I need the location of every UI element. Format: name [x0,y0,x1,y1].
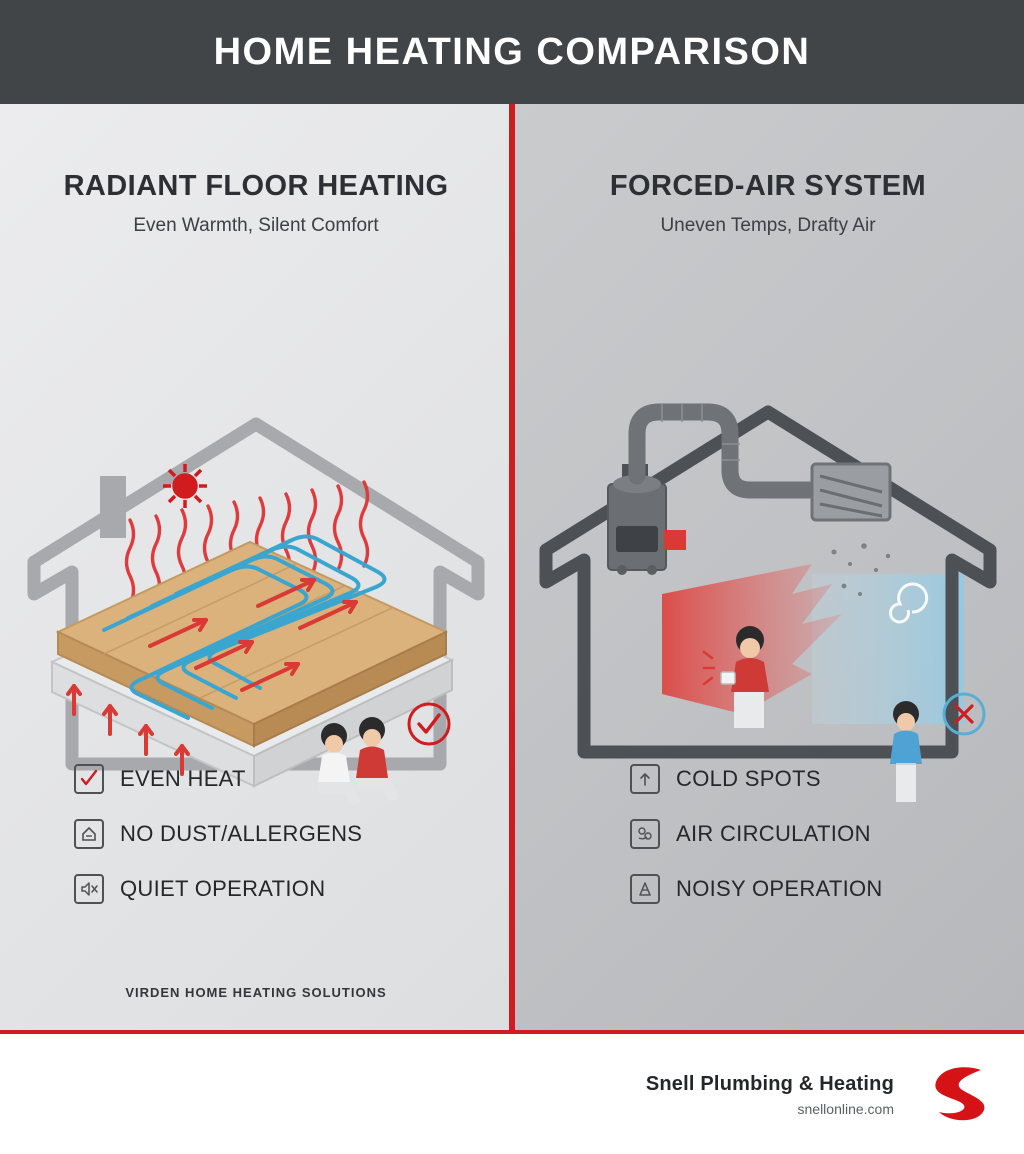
left-panel-title: RADIANT FLOOR HEATING [63,170,449,202]
panel-divider [509,104,515,1030]
house-filter-icon [74,819,104,849]
panel-radiant-floor [0,104,512,1030]
feature-label: NO DUST/ALLERGENS [120,821,363,846]
left-feature-list [0,764,512,929]
page-title: HOME HEATING COMPARISON [213,30,811,73]
sun-icon [163,464,207,508]
floor-slab-isometric [52,537,452,787]
up-arrow-icon [630,764,660,794]
header-bar [0,0,1024,104]
list-item [74,764,512,794]
list-item [630,764,1024,794]
feature-label: AIR CIRCULATION [676,821,871,846]
list-item [630,874,1024,904]
right-panel-subtitle: Uneven Temps, Drafty Air [660,215,876,236]
footer-text-block [646,1073,894,1117]
forced-air-illustration [512,294,1024,814]
company-name: Snell Plumbing & Heating [645,1073,894,1095]
snell-s-logo [916,1060,1002,1130]
mute-speaker-icon [74,874,104,904]
footer-bar [0,1030,1024,1154]
right-feature-list [512,764,1024,929]
panel-brandline: VIRDEN HOME HEATING SOLUTIONS [125,985,387,1000]
footer-branding [646,1060,1002,1130]
left-panel-subtitle: Even Warmth, Silent Comfort [133,215,379,236]
feature-label: NOISY OPERATION [676,876,883,901]
right-panel-title: FORCED-AIR SYSTEM [609,170,927,202]
panel-forced-air [512,104,1024,1030]
feature-label: COLD SPOTS [676,766,821,791]
wall-vent [812,464,890,520]
list-item [630,819,1024,849]
checkbox-checked-icon [74,764,104,794]
list-item [74,874,512,904]
feature-label: QUIET OPERATION [120,876,326,901]
list-item [74,819,512,849]
left-panel-heading [0,170,512,237]
right-panel-heading [512,170,1024,237]
air-swirl-icon [630,819,660,849]
feature-label: EVEN HEAT [120,766,246,791]
noise-icon [630,874,660,904]
radiant-floor-illustration [0,294,512,814]
furnace-unit [608,475,686,575]
company-website[interactable]: snellonline.com [797,1101,894,1117]
